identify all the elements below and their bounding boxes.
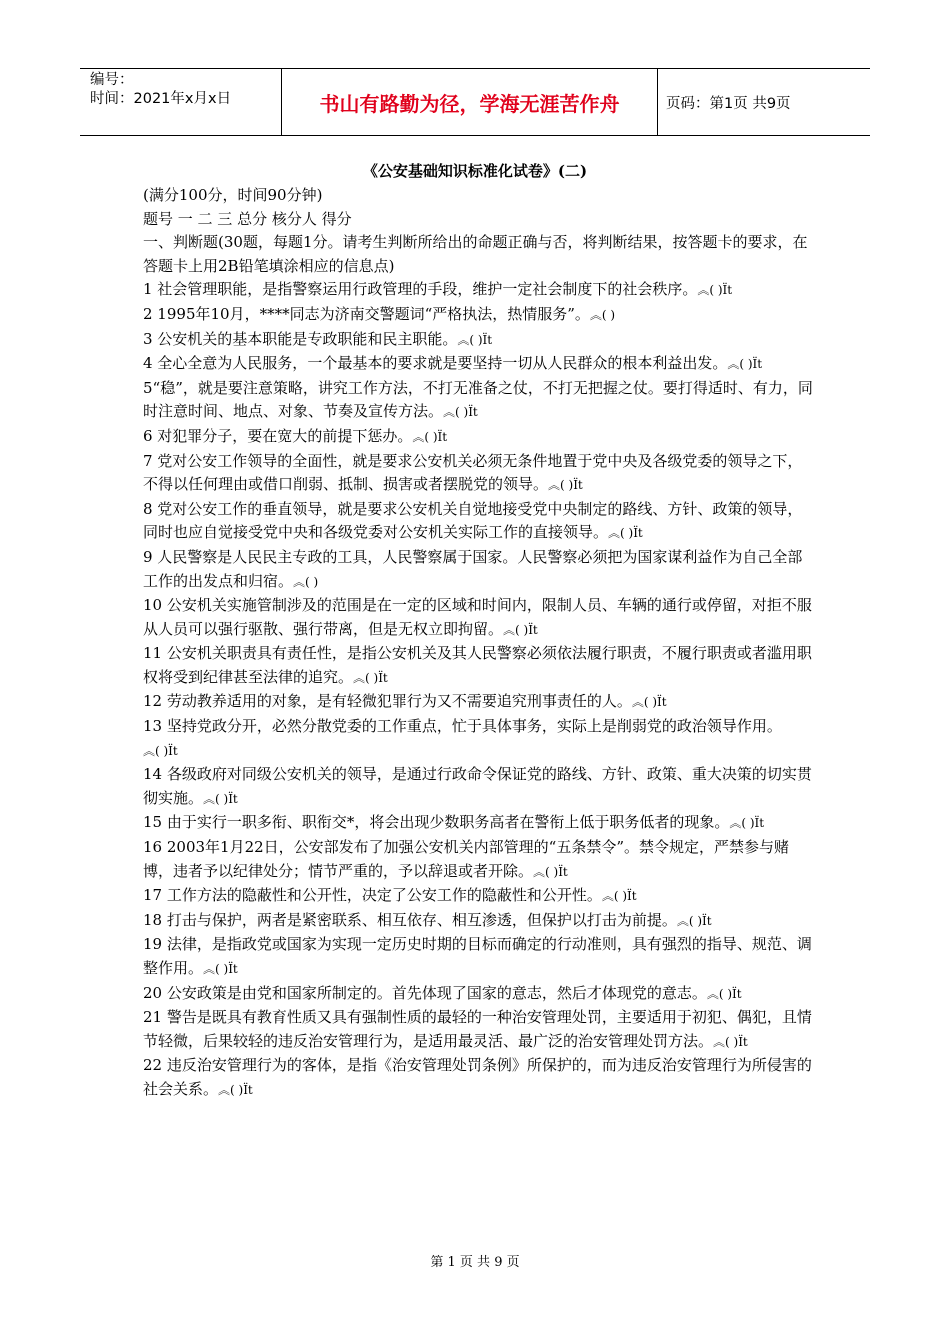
question-text: 18 打击与保护，两者是紧密联系、相互依存、相互渗透，但保护以打击为前提。 [143,910,677,929]
header-motto: 书山有路勤为径，学海无涯苦作舟 [282,69,658,135]
answer-mark: ︽( )Ϊt [143,743,178,758]
question-item [143,328,813,353]
doc-title: 《公安基础知识标准化试卷》(二) [362,162,588,180]
question-item [143,546,813,594]
question-item [143,352,813,377]
answer-mark: ︽( )Ϊt [608,526,643,541]
question-item [143,836,813,884]
answer-mark: ︽( )Ϊt [533,864,568,879]
question-item [143,982,813,1007]
intro-line: 一、判断题(30题，每题1分。请考生判断所给出的命题正确与否，将判断结果，按答题卡的要求，在答题卡上用2B铅笔填涂相应的信息点) [143,233,808,275]
question-item [143,715,813,763]
doc-body [143,184,813,1103]
answer-mark: ︽( )Ϊt [729,816,765,831]
question-text: 3 公安机关的基本职能是专政职能和民主职能。 [143,329,458,348]
question-text: 10 公安机关实施管制涉及的范围是在一定的区域和时间内，限制人员、车辆的通行或停留，对拒不服从人员可以强行驱散、强行带离，但是无权立即拘留。 [143,596,812,638]
question-text: 11 公安机关职责具有责任性，是指公安机关及其人民警察必须依法履行职责，不履行职责或者滥用职权将受到纪律甚至法律的追究。 [143,644,812,686]
question-text: 16 2003年1月22日，公安部发布了加强公安机关内部管理的“五条禁令”。禁令规定，严禁参与赌博，违者予以纪律处分；情节严重的，予以辞退或者开除。 [143,838,789,880]
answer-mark: ︽( )Ϊt [676,913,712,928]
answer-mark: ︽( )Ϊt [218,1082,253,1097]
header-page-label: 页码：第1页 共9页 [666,95,791,112]
code-label: 编号： [90,72,134,88]
question-item [143,450,813,498]
question-item [143,763,813,811]
question-text: 6 对犯罪分子，要在宽大的前提下惩办。 [143,426,413,445]
intro-line: (满分100分，时间90分钟) [143,186,323,204]
answer-mark: ︽( )Ϊt [548,478,583,493]
question-item [143,377,813,425]
question-text: 4 全心全意为人民服务，一个最基本的要求就是要坚持一切从人民群众的根本利益出发。 [143,354,728,373]
question-item [143,933,813,981]
question-item [143,909,813,934]
answer-mark: ︽( )Ϊt [601,889,637,904]
answer-mark: ︽( )Ϊt [503,622,538,637]
answer-mark: ︽( )Ϊt [412,429,448,444]
date-label: 时间：2021年x月x日 [90,91,232,107]
question-text: 22 违反治安管理行为的客体，是指《治安管理处罚条例》所保护的，而为违反治安管理行为所侵害的社会关系。 [143,1056,812,1098]
question-item [143,811,813,836]
header-meta [80,69,282,135]
question-item [143,278,813,303]
question-text: 9 人民警察是人民民主专政的工具，人民警察属于国家。人民警察必须把为国家谋利益作为自己全部工作的出发点和归宿。 [143,547,803,590]
answer-mark: ︽( ) [589,307,616,322]
question-item [143,425,813,450]
question-item [143,690,813,715]
question-item [143,594,813,642]
question-text: 19 法律，是指政党或国家为实现一定历史时期的目标而确定的行动准则，具有强烈的指导、规范、调整作用。 [143,935,812,977]
question-text: 17 工作方法的隐蔽性和公开性，决定了公安工作的隐蔽性和公开性。 [143,886,602,905]
question-text: 14 各级政府对同级公安机关的领导，是通过行政命令保证党的路线、方针、政策、重大决策的切实贯彻实施。 [143,765,812,807]
page-footer: 第 1 页 共 9 页 [430,1255,520,1270]
question-item [143,498,813,546]
question-item [143,303,813,328]
question-text: 1 社会管理职能，是指警察运用行政管理的手段，维护一定社会制度下的社会秩序。 [143,280,698,299]
answer-mark: ︽( ) [293,574,319,589]
question-text: 13 坚持党政分开，必然分散党委的工作重点，忙于具体事务，实际上是削弱党的政治领导作用。 [143,717,782,736]
answer-mark: ︽( )Ϊt [353,670,388,685]
question-text: 21 警告是既具有教育性质又具有强制性质的最轻的一种治安管理处罚，主要适用于初犯、偶犯，且情节轻微，后果较轻的违反治安管理行为，是适用最灵活、最广泛的治安管理处罚方法。 [143,1008,812,1050]
answer-mark: ︽( )Ϊt [713,1034,748,1049]
question-text: 12 劳动教养适用的对象，是有轻微犯罪行为又不需要追究刑事责任的人。 [143,692,632,711]
answer-mark: ︽( )Ϊt [697,283,733,298]
answer-mark: ︽( )Ϊt [443,405,478,420]
question-text: 5“稳”，就是要注意策略，讲究工作方法，不打无准备之仗，不打无把握之仗。要打得适时、有力，同时注意时间、地点、对象、节奏及宣传方法。 [143,378,813,421]
question-text: 7 党对公安工作领导的全面性，就是要求公安机关必须无条件地置于党中央及各级党委的领导之下，不得以任何理由或借口削弱、抵制、损害或者摆脱党的领导。 [143,451,803,494]
answer-mark: ︽( )Ϊt [203,791,238,806]
question-item [143,642,813,690]
page-header [80,68,870,136]
intro-line: 题号 一 二 三 总分 核分人 得分 [143,209,352,228]
answer-mark: ︽( )Ϊt [631,695,667,710]
question-text: 20 公安政策是由党和国家所制定的。首先体现了国家的意志，然后才体现党的意志。 [143,983,707,1002]
question-item [143,884,813,909]
question-text: 2 1995年10月，****同志为济南交警题词“严格执法，热情服务”。 [143,304,590,323]
question-item [143,1054,813,1102]
answer-mark: ︽( )Ϊt [457,332,493,347]
question-text: 15 由于实行一职多衔、职衔交*，将会出现少数职务高者在警衔上低于职务低者的现象。 [143,813,730,832]
answer-mark: ︽( )Ϊt [727,357,763,372]
question-text: 8 党对公安工作的垂直领导，就是要求公安机关自觉地接受党中央制定的路线、方针、政策的领导，同时也应自觉接受党中央和各级党委对公安机关实际工作的直接领导。 [143,499,803,542]
answer-mark: ︽( )Ϊt [203,962,238,976]
question-item [143,1006,813,1054]
answer-mark: ︽( )Ϊt [706,986,742,1001]
